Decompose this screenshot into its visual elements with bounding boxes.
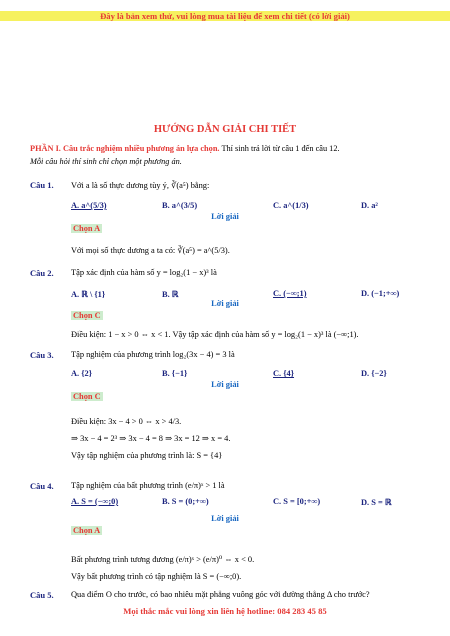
part-header (30, 144, 430, 153)
question-3-option-b: B. {−1} (162, 369, 188, 378)
question-4-label: Câu 4. (30, 481, 54, 491)
solution-label-3: Lời giải (211, 380, 239, 389)
question-1-option-b: B. a^(3/5) (162, 201, 198, 210)
question-4-stem: Tập nghiệm của bất phương trình (e/π)ˣ > 1 là (71, 481, 225, 490)
question-3-explanation-1: Điều kiện: 3x − 4 > 0 ⇔ x > 4/3. (71, 417, 182, 426)
question-3-label: Câu 3. (30, 350, 54, 360)
question-4-explanation-2: Vậy bất phương trình có tập nghiệm là S = (−∞;0). (71, 572, 242, 581)
question-3-option-a: A. {2} (71, 369, 93, 378)
question-1-stem-text: Với a là số thực dương tùy ý, ∛(a⁵) bằng: (71, 181, 210, 190)
question-4-option-c: C. S = [0;+∞) (273, 497, 321, 506)
solution-label-2: Lời giải (211, 299, 239, 308)
question-4-option-b: B. S = (0;+∞) (162, 497, 209, 506)
question-2-stem: Tập xác định của hàm số y = log₂(1 − x)³ là (71, 268, 217, 277)
part-note: Mỗi câu hỏi thí sinh chỉ chọn một phương án. (30, 157, 182, 166)
question-2-option-d: D. (−1;+∞) (361, 289, 400, 298)
question-2-option-b: B. ℝ (162, 290, 179, 299)
question-5-stem: Qua điểm O cho trước, có bao nhiêu mặt phẳng vuông góc với đường thẳng Δ cho trước? (71, 590, 370, 599)
question-3-option-d: D. {−2} (361, 369, 387, 378)
question-1-answer: Chọn A (73, 224, 101, 233)
question-1-option-a: A. a^(5/3) (71, 201, 107, 210)
question-1-stem (71, 180, 209, 190)
page-title: HƯỚNG DẪN GIẢI CHI TIẾT (153, 124, 297, 135)
solution-label-4: Lời giải (211, 514, 239, 523)
question-1-option-d: D. a² (361, 201, 378, 210)
solution-label-1: Lời giải (211, 212, 239, 221)
question-2-label: Câu 2. (30, 268, 54, 278)
question-2-answer: Chọn C (73, 311, 101, 320)
preview-banner: Đây là bản xem thử, vui lòng mua tài liệu để xem chi tiết (có lời giải) (0, 11, 450, 21)
question-4-option-a: A. S = (−∞;0) (71, 497, 119, 506)
hotline-footer: Mọi thắc mắc vui lòng xin liên hệ hotline: 084 283 45 85 (123, 606, 327, 616)
question-2-explanation: Điều kiện: 1 − x > 0 ⇔ x < 1. Vậy tập xác định của hàm số y = log₂(1 − x)³ là (−∞;1). (71, 330, 359, 339)
question-2-option-a: A. ℝ \ {1} (71, 290, 106, 299)
part-title: PHẦN I. Câu trắc nghiệm nhiều phương án lựa chọn. (30, 144, 220, 153)
question-3-answer: Chọn C (73, 392, 101, 401)
question-3-explanation-3: Vậy tập nghiệm của phương trình là: S = {4} (71, 451, 223, 460)
question-5-label: Câu 5. (30, 590, 54, 600)
question-1-explanation: Với mọi số thực dương a ta có: ∛(a⁵) = a^(5/3). (71, 246, 230, 255)
question-4-explanation-1: Bất phương trình tương đương (e/π)ˣ > (e/π)⁰ ⇔ x < 0. (71, 555, 255, 564)
question-4-option-d: D. S = ℝ (361, 498, 392, 507)
question-3-option-c: C. {4} (273, 369, 295, 378)
question-3-stem: Tập nghiệm của phương trình log₂(3x − 4) = 3 là (71, 350, 235, 359)
part-description: Thí sinh trả lời từ câu 1 đến câu 12. (219, 144, 340, 153)
question-2-option-c: C. (−∞;1) (273, 289, 307, 298)
question-3-explanation-2: ⇒ 3x − 4 = 2³ ⇒ 3x − 4 = 8 ⇒ 3x = 12 ⇒ x = 4. (71, 434, 231, 443)
question-4-answer: Chọn A (73, 526, 101, 535)
question-1-option-c: C. a^(1/3) (273, 201, 309, 210)
question-1-label: Câu 1. (30, 180, 54, 190)
